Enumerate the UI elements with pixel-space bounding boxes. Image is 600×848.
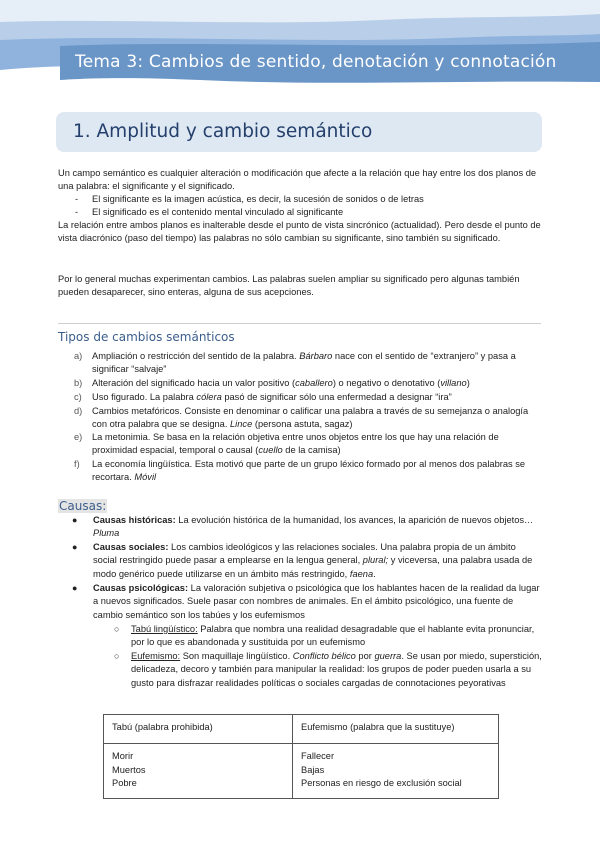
sub-list-item: ○ Tabú lingüístico: Palabra que nombra una realidad desagradable que el hablante evita pronunciar, por lo que es abandonada y sustituida por un eufemismo <box>114 624 535 648</box>
table-header-row <box>104 715 499 744</box>
divider <box>58 323 541 324</box>
list-item: ● Causas psicológicas: La valoración subjetiva o psicológica que los hablantes hacen de la realidad da lugar a nuevos significados. Suele pasar con nombres de animales. En el ámbito psicológico, una fuente de cambio semántico son los tabúes y los eufemismos <box>72 583 540 620</box>
list-item: ● Causas sociales: Los cambios ideológicos y las relaciones sociales. Una palabra propia de un ámbito social restringido puede pasar a emplearse en la lengua general, plural; y viceversa, una palabra usada de modo genérico puede utilizarse en un ámbito más restringido, faena. <box>72 542 533 579</box>
section-title: 1. Amplitud y cambio semántico <box>73 121 373 142</box>
tipos-heading: Tipos de cambios semánticos <box>58 330 235 344</box>
header-banner <box>0 0 600 100</box>
dash-item-significante: - El significante es la imagen acústica, es decir, la sucesión de sonidos o de letras <box>75 194 424 204</box>
document-title: Tema 3: Cambios de sentido, denotación y connotación <box>75 52 557 72</box>
intro-paragraph: Un campo semántico es cualquier alteración o modificación que afecte a la relación que hay entre los dos planos de una palabra: el significante y el significado. <box>58 168 537 192</box>
list-item: b) Alteración del significado hacia un valor positivo (caballero) o negativo o denotativo (villano) <box>74 378 470 388</box>
table-cell: Morir Muertos Pobre <box>104 744 293 798</box>
list-item: e) La metonimia. Se basa en la relación objetiva entre unos objetos entre los que hay una relación de proximidad espacial, temporal o causal (cuello de la camisa) <box>74 432 499 456</box>
dash-item-significado: - El significado es el contenido mental vinculado al significante <box>75 207 344 217</box>
table-cell: Fallecer Bajas Personas en riesgo de exclusión social <box>293 744 499 798</box>
causas-heading: Causas: <box>59 499 107 513</box>
table-row <box>104 744 499 798</box>
taboo-euphemism-table <box>103 714 499 799</box>
section-header <box>56 112 542 152</box>
table-header: Eufemismo (palabra que la sustituye) <box>293 715 499 744</box>
list-item: ● Causas históricas: La evolución histórica de la humanidad, los avances, la aparición de nuevos objetos… Pluma <box>72 515 534 539</box>
relation-paragraph: La relación entre ambos planos es inalterable desde el punto de vista sincrónico (actualidad). Pero desde el punto de vista diacrónico (paso del tiempo) las palabras no sólo cambian su significante, sino también su significado. <box>58 220 541 244</box>
banner-waves <box>0 0 600 100</box>
changes-paragraph: Por lo general muchas experimentan cambios. Las palabras suelen ampliar su significado pero algunas también pueden desaparecer, sino enteras, alguna de sus acepciones. <box>58 274 520 298</box>
list-item: d) Cambios metafóricos. Consiste en denominar o calificar una palabra a través de su semejanza o analogía con otra palabra que se designa. Lince (persona astuta, sagaz) <box>74 406 529 430</box>
table-header: Tabú (palabra prohibida) <box>104 715 293 744</box>
list-item: f) La economía lingüística. Esta motivó que parte de un grupo léxico formado por al menos dos palabras se recortara. Móvil <box>74 459 526 483</box>
list-item: a) Ampliación o restricción del sentido de la palabra. Bárbaro nace con el sentido de “extranjero” y pasa a significar “salvaje” <box>74 351 516 375</box>
sub-list-item: ○ Eufemismo: Son maquillaje lingüístico. Conflicto bélico por guerra. Se usan por miedo, superstición, delicadeza, decoro y también para manipular la realidad: los grupos de poder pueden usarla a su gusto para disfrazar realidades políticas o sociales cargadas de connotaciones peyorativas <box>114 651 542 688</box>
list-item: c) Uso figurado. La palabra cólera pasó de significar sólo una enfermedad a designar “ira” <box>74 392 452 402</box>
